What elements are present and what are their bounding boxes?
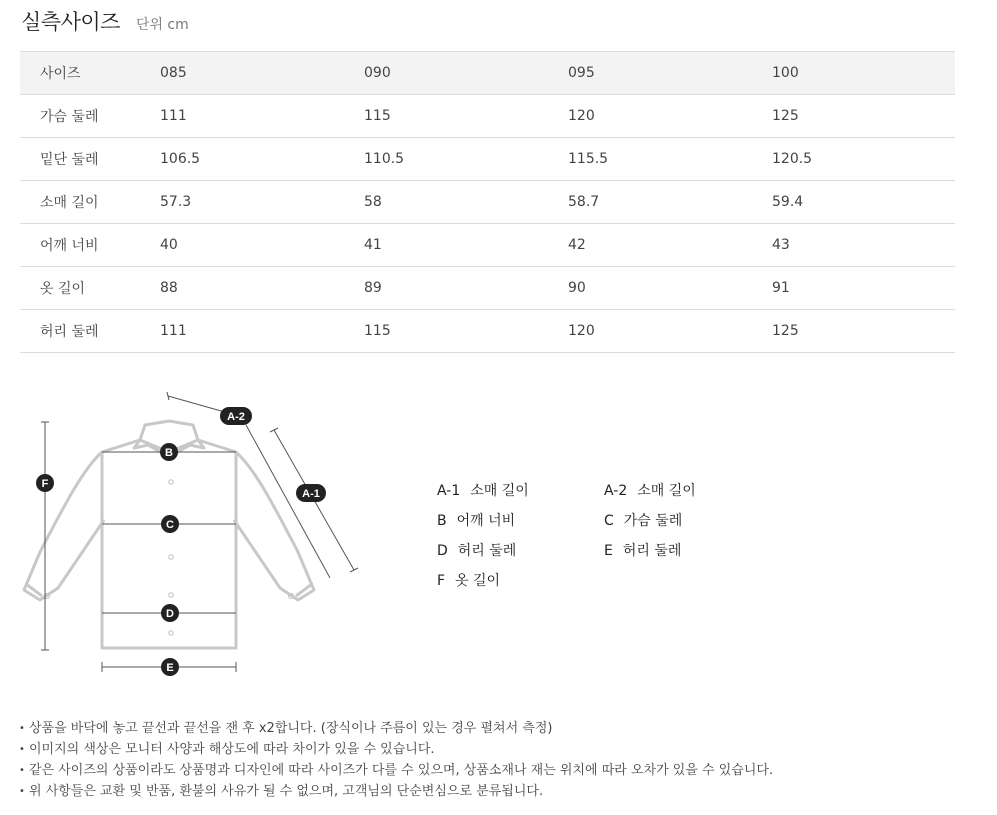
bullet-icon: •	[19, 765, 25, 776]
table-cell: 58	[364, 181, 568, 224]
table-cell: 106.5	[160, 138, 364, 181]
table-cell: 43	[772, 224, 955, 267]
shirt-button	[169, 593, 173, 597]
note-item	[19, 739, 773, 760]
marker-f	[36, 474, 54, 492]
table-cell: 110.5	[364, 138, 568, 181]
table-cell: 88	[160, 267, 364, 310]
marker-e	[161, 658, 179, 676]
table-cell: 115.5	[568, 138, 772, 181]
table-cell: 57.3	[160, 181, 364, 224]
legend-label: 허리 둘레	[457, 543, 517, 559]
table-row	[20, 181, 955, 224]
legend-label: 허리 둘레	[622, 543, 682, 559]
note-text: 이미지의 색상은 모니터 사양과 해상도에 따라 차이가 있을 수 있습니다.	[29, 742, 435, 757]
marker-label: A-2	[227, 411, 245, 423]
table-cell: 115	[364, 95, 568, 138]
legend-item	[437, 480, 529, 500]
table-cell: 89	[364, 267, 568, 310]
table-cell: 120	[568, 310, 772, 353]
size-table	[20, 51, 955, 353]
row-label: 어깨 너비	[20, 224, 160, 267]
legend-item	[604, 480, 696, 500]
table-header-cell: 100	[772, 52, 955, 95]
table-cell: 111	[160, 95, 364, 138]
legend-item	[604, 510, 682, 530]
shirt-button	[169, 555, 173, 559]
table-header-cell: 사이즈	[20, 52, 160, 95]
legend-code: A-1	[437, 483, 461, 499]
marker-d	[161, 604, 179, 622]
legend-label: 가슴 둘레	[623, 513, 683, 529]
table-cell: 91	[772, 267, 955, 310]
row-label: 옷 길이	[20, 267, 160, 310]
row-label: 소매 길이	[20, 181, 160, 224]
notes-list	[19, 718, 773, 802]
legend-code: C	[604, 513, 614, 529]
table-row	[20, 267, 955, 310]
table-cell: 125	[772, 95, 955, 138]
marker-a1	[296, 484, 326, 502]
left-sleeve	[24, 452, 104, 600]
marker-label: B	[165, 447, 173, 459]
table-header-cell: 085	[160, 52, 364, 95]
line-cap	[270, 428, 278, 432]
bullet-icon: •	[19, 723, 25, 734]
table-cell: 42	[568, 224, 772, 267]
legend-code: D	[437, 543, 448, 559]
row-label: 허리 둘레	[20, 310, 160, 353]
note-text: 위 사항들은 교환 및 반품, 환불의 사유가 될 수 없으며, 고객님의 단순변심으로 분류됩니다.	[29, 784, 544, 799]
row-label: 가슴 둘레	[20, 95, 160, 138]
table-cell: 115	[364, 310, 568, 353]
shirt-button	[169, 631, 173, 635]
table-header-cell: 095	[568, 52, 772, 95]
legend-code: B	[437, 513, 447, 529]
measurement-lines	[41, 392, 358, 672]
legend-code: A-2	[604, 483, 628, 499]
note-item	[19, 718, 773, 739]
table-cell: 41	[364, 224, 568, 267]
table-cell: 40	[160, 224, 364, 267]
table-row	[20, 224, 955, 267]
legend-item	[437, 510, 515, 530]
table-cell: 59.4	[772, 181, 955, 224]
table-cell: 125	[772, 310, 955, 353]
legend-code: F	[437, 573, 446, 589]
note-item	[19, 760, 773, 781]
marker-label: E	[166, 662, 174, 674]
line-cap	[350, 568, 358, 572]
marker-label: F	[41, 478, 49, 490]
table-cell: 111	[160, 310, 364, 353]
note-text: 같은 사이즈의 상품이라도 상품명과 디자인에 따라 사이즈가 다를 수 있으며, 상품소재나 재는 위치에 따라 오차가 있을 수 있습니다.	[29, 763, 774, 778]
legend-item	[604, 540, 681, 560]
legend-label: 소매 길이	[637, 483, 696, 499]
legend-label: 소매 길이	[470, 483, 529, 499]
table-cell: 90	[568, 267, 772, 310]
marker-b	[160, 443, 178, 461]
table-header-cell: 090	[364, 52, 568, 95]
bullet-icon: •	[19, 744, 25, 755]
page-header	[21, 6, 189, 36]
note-text: 상품을 바닥에 놓고 끝선과 끝선을 잰 후 x2합니다. (장식이나 주름이 있는 경우 펼쳐서 측정)	[29, 721, 553, 736]
legend-label: 옷 길이	[455, 573, 501, 589]
page-title: 실측사이즈	[21, 10, 120, 34]
legend-label: 어깨 너비	[456, 513, 516, 529]
table-row	[20, 95, 955, 138]
table-cell: 120.5	[772, 138, 955, 181]
marker-c	[161, 515, 179, 533]
bullet-icon: •	[19, 786, 25, 797]
table-header-row	[20, 52, 955, 95]
shirt-measurement-diagram	[0, 370, 380, 690]
shirt-button	[169, 480, 173, 484]
table-cell: 120	[568, 95, 772, 138]
row-label: 밑단 둘레	[20, 138, 160, 181]
marker-label: A-1	[302, 488, 320, 500]
table-row	[20, 138, 955, 181]
table-row	[20, 310, 955, 353]
note-item	[19, 781, 773, 802]
legend-item	[437, 540, 516, 560]
marker-label: C	[166, 519, 174, 531]
unit-label: 단위 cm	[135, 17, 189, 33]
table-cell: 58.7	[568, 181, 772, 224]
legend-code: E	[604, 543, 613, 559]
marker-label: D	[166, 608, 174, 620]
legend-item	[437, 570, 500, 590]
marker-a2	[220, 407, 252, 425]
